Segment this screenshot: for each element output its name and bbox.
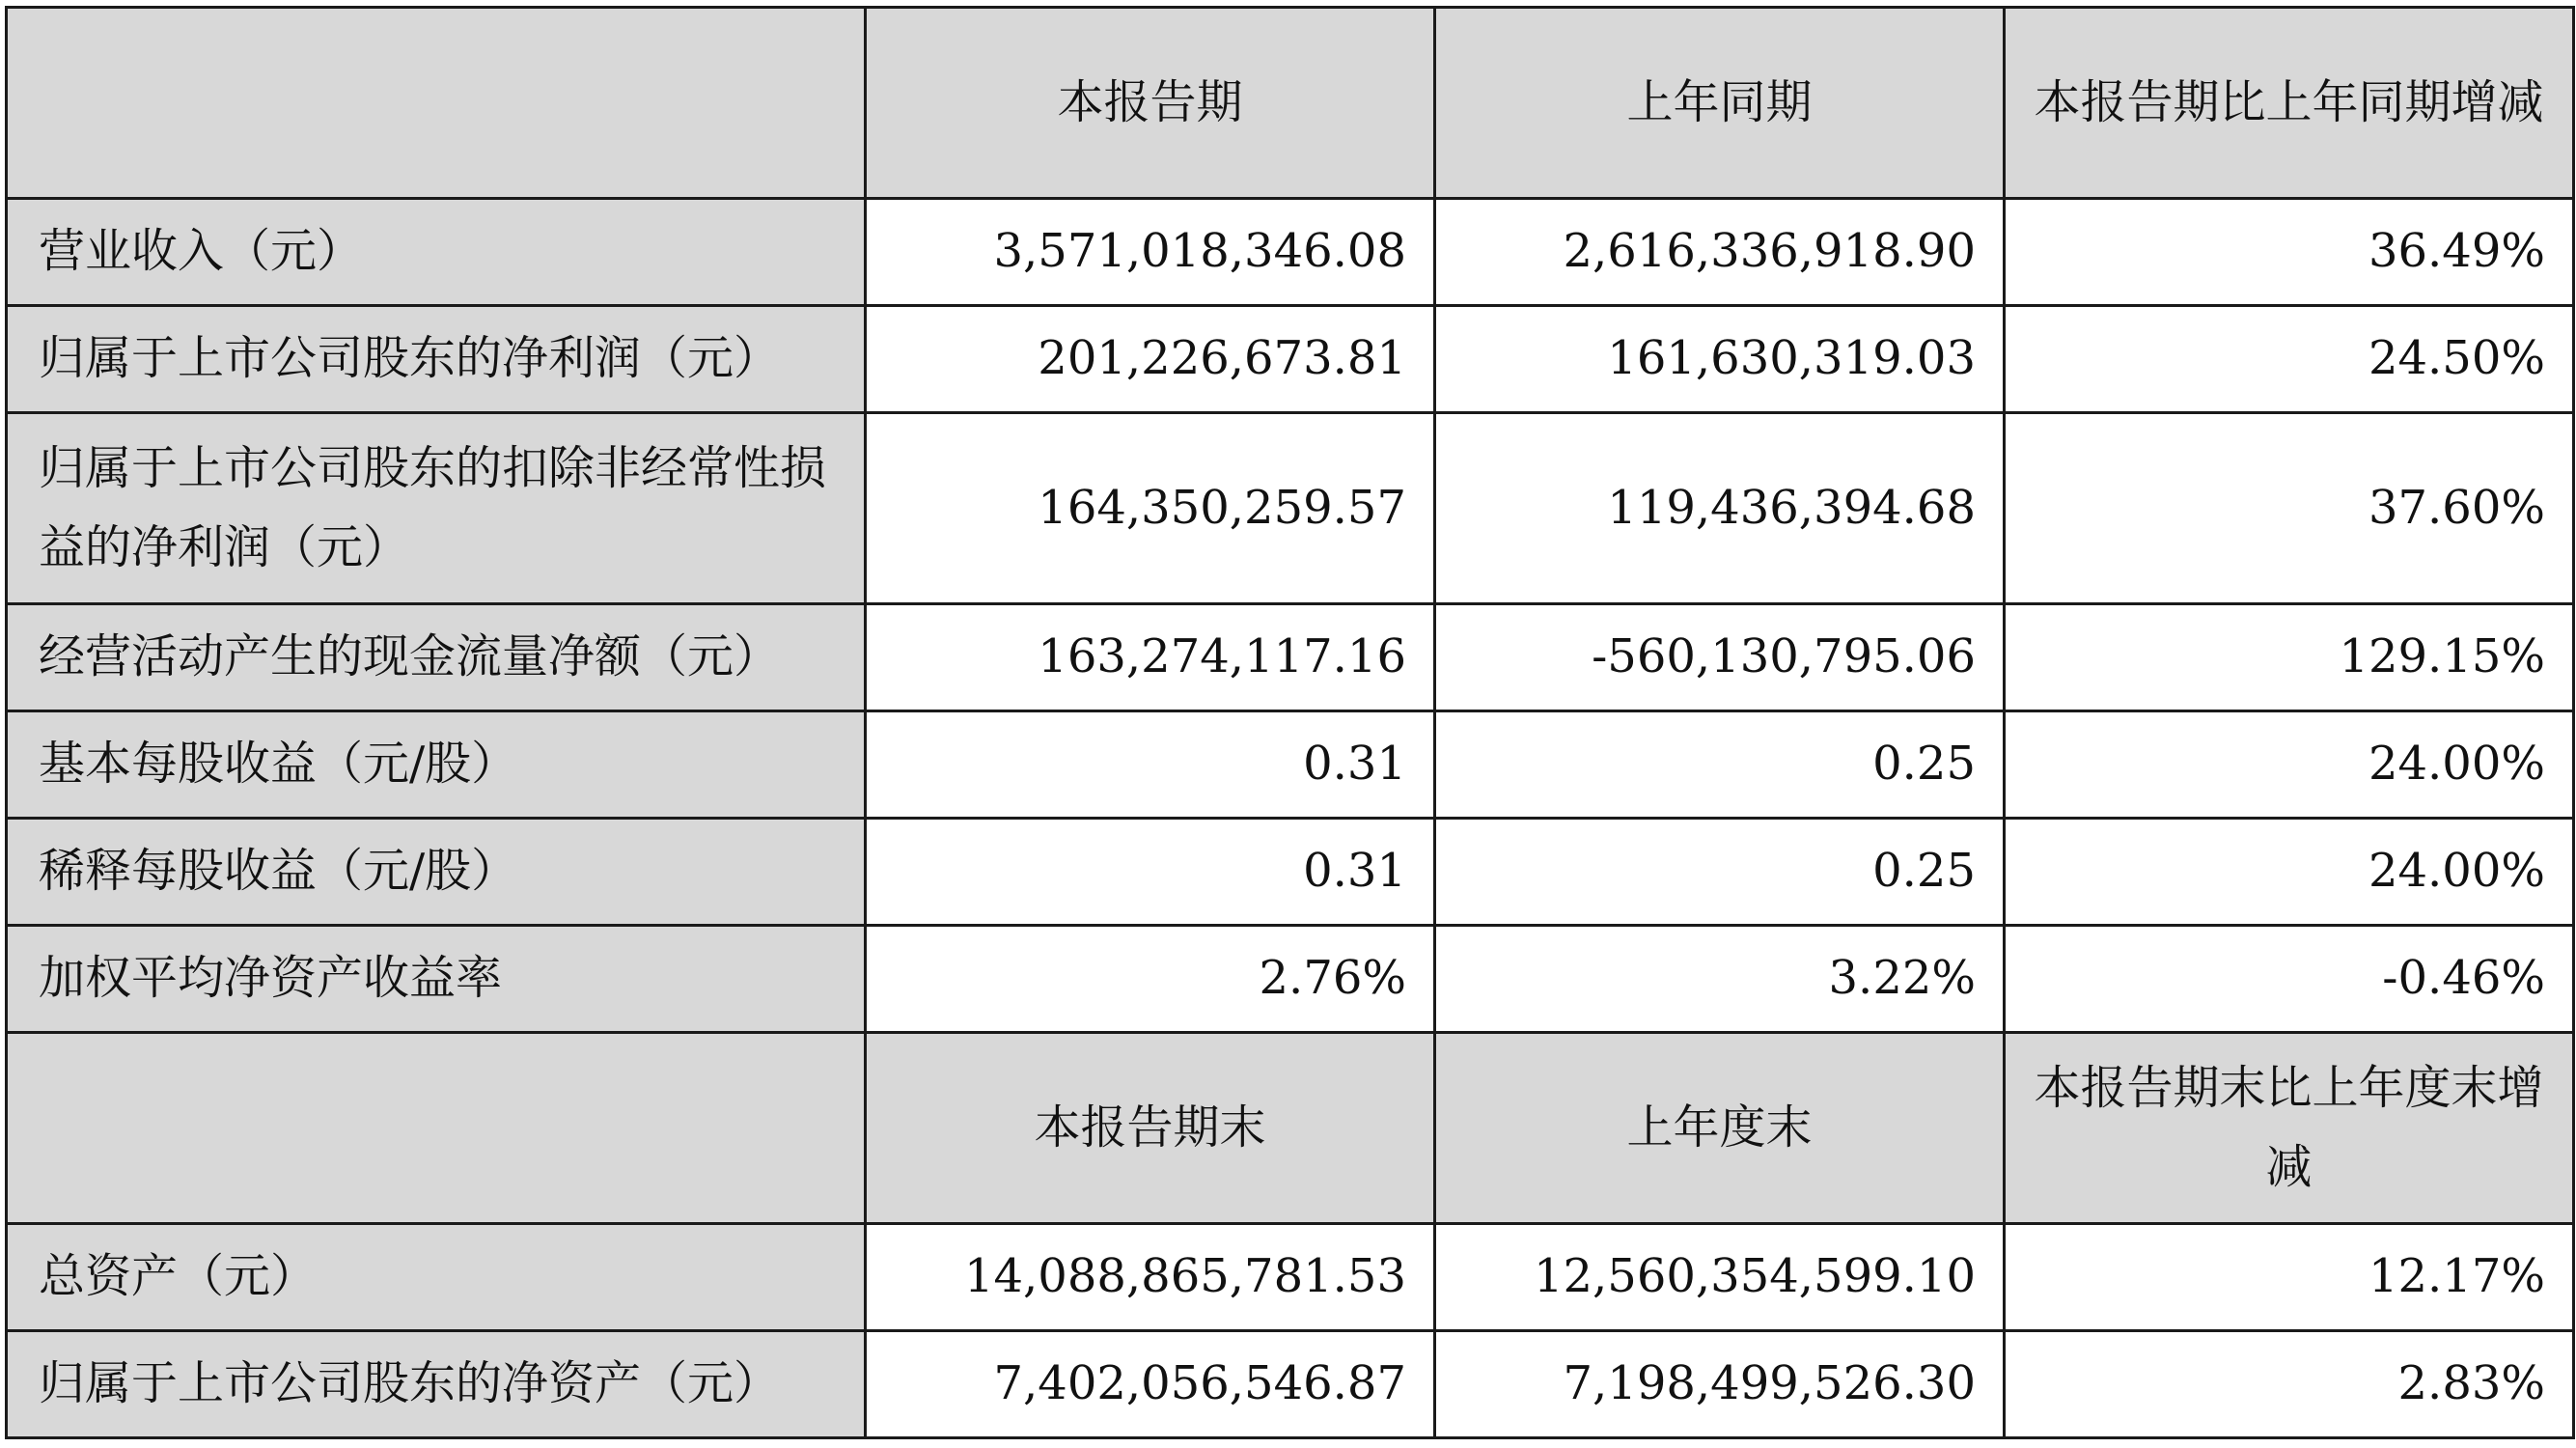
table-row xyxy=(7,306,2574,413)
row-label: 稀释每股收益（元/股） xyxy=(7,819,866,926)
change-value: 37.60% xyxy=(2005,413,2574,604)
header-row-period xyxy=(7,8,2574,199)
row-label: 基本每股收益（元/股） xyxy=(7,711,866,819)
row-label: 归属于上市公司股东的扣除非经常性损益的净利润（元） xyxy=(7,413,866,604)
table-row xyxy=(7,1224,2574,1331)
change-value: 129.15% xyxy=(2005,604,2574,711)
change-value: 24.00% xyxy=(2005,819,2574,926)
header-period-change: 本报告期比上年同期增减 xyxy=(2005,8,2574,199)
change-value: -0.46% xyxy=(2005,926,2574,1033)
table-row xyxy=(7,199,2574,306)
table-row xyxy=(7,604,2574,711)
prior-value: 7,198,499,526.30 xyxy=(1435,1331,2005,1438)
row-label: 归属于上市公司股东的净利润（元） xyxy=(7,306,866,413)
current-value: 163,274,117.16 xyxy=(866,604,1435,711)
prior-value: 161,630,319.03 xyxy=(1435,306,2005,413)
row-label: 营业收入（元） xyxy=(7,199,866,306)
prior-value: 0.25 xyxy=(1435,819,2005,926)
prior-value: 2,616,336,918.90 xyxy=(1435,199,2005,306)
current-value: 2.76% xyxy=(866,926,1435,1033)
current-value: 201,226,673.81 xyxy=(866,306,1435,413)
table-row xyxy=(7,413,2574,604)
header-cell-blank xyxy=(7,8,866,199)
row-label: 经营活动产生的现金流量净额（元） xyxy=(7,604,866,711)
header-period-end-change: 本报告期末比上年度末增减 xyxy=(2005,1033,2574,1224)
table-row xyxy=(7,711,2574,819)
prior-value: 3.22% xyxy=(1435,926,2005,1033)
header-row-period-end xyxy=(7,1033,2574,1224)
change-value: 36.49% xyxy=(2005,199,2574,306)
header-cell-blank xyxy=(7,1033,866,1224)
current-value: 0.31 xyxy=(866,819,1435,926)
current-value: 14,088,865,781.53 xyxy=(866,1224,1435,1331)
prior-value: -560,130,795.06 xyxy=(1435,604,2005,711)
change-value: 24.50% xyxy=(2005,306,2574,413)
table-row xyxy=(7,926,2574,1033)
current-value: 164,350,259.57 xyxy=(866,413,1435,604)
current-value: 0.31 xyxy=(866,711,1435,819)
header-prior-year-end: 上年度末 xyxy=(1435,1033,2005,1224)
header-current-period-end: 本报告期末 xyxy=(866,1033,1435,1224)
table-row xyxy=(7,819,2574,926)
financial-summary-table xyxy=(5,6,2575,1439)
header-prior-period: 上年同期 xyxy=(1435,8,2005,199)
prior-value: 119,436,394.68 xyxy=(1435,413,2005,604)
change-value: 24.00% xyxy=(2005,711,2574,819)
row-label: 加权平均净资产收益率 xyxy=(7,926,866,1033)
current-value: 7,402,056,546.87 xyxy=(866,1331,1435,1438)
current-value: 3,571,018,346.08 xyxy=(866,199,1435,306)
prior-value: 12,560,354,599.10 xyxy=(1435,1224,2005,1331)
change-value: 2.83% xyxy=(2005,1331,2574,1438)
row-label: 总资产（元） xyxy=(7,1224,866,1331)
header-current-period: 本报告期 xyxy=(866,8,1435,199)
change-value: 12.17% xyxy=(2005,1224,2574,1331)
prior-value: 0.25 xyxy=(1435,711,2005,819)
row-label: 归属于上市公司股东的净资产（元） xyxy=(7,1331,866,1438)
table-row xyxy=(7,1331,2574,1438)
